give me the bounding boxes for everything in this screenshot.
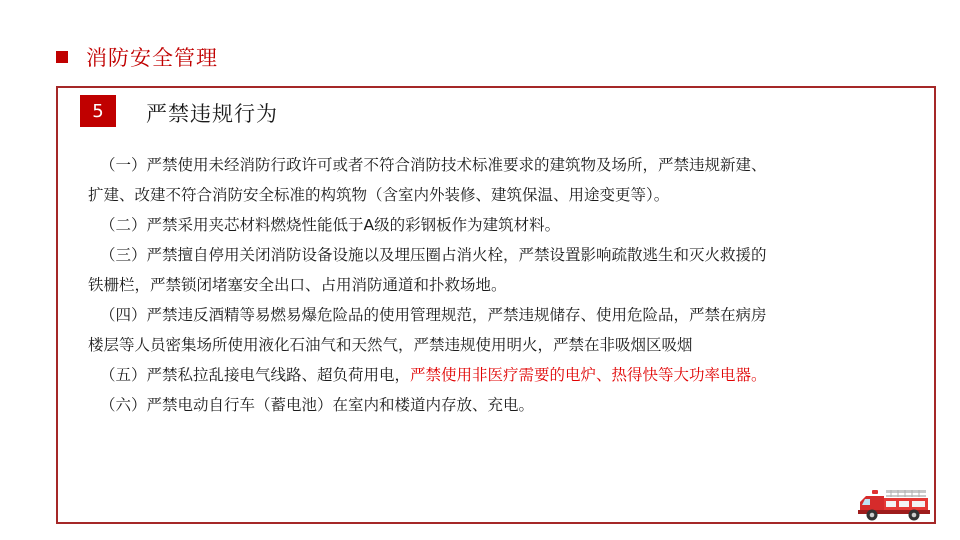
- section-title: 严禁违规行为: [146, 102, 278, 126]
- list-item: [100, 240, 912, 270]
- list-item: [100, 210, 912, 240]
- fire-truck-icon: [856, 484, 932, 522]
- page-title: 消防安全管理: [86, 46, 218, 70]
- list-item-continuation: [88, 330, 912, 360]
- section-number-badge: 5: [80, 95, 116, 127]
- page-header: [56, 42, 218, 72]
- list-item: [100, 390, 912, 420]
- list-item-text: （五）严禁私拉乱接电气线路、超负荷用电，: [100, 366, 411, 384]
- header-square-icon: [56, 51, 68, 63]
- list-item-text: （二）严禁采用夹芯材料燃烧性能低于A级的彩钢板作为建筑材料。: [100, 216, 561, 234]
- list-item-text: （六）严禁电动自行车（蓄电池）在室内和楼道内存放、充电。: [100, 396, 535, 414]
- list-item-continuation: [88, 270, 912, 300]
- list-item: [100, 360, 912, 390]
- list-item-continuation: [88, 180, 912, 210]
- list-item-text: （四）严禁违反酒精等易燃易爆危险品的使用管理规范，严禁违规储存、使用危险品，严禁在病房: [100, 306, 767, 324]
- list-item-highlight: 严禁使用非医疗需要的电炉、热得快等大功率电器。: [410, 366, 767, 384]
- list-item: [100, 150, 912, 180]
- list-item-text: 扩建、改建不符合消防安全标准的构筑物（含室内外装修、建筑保温、用途变更等）。: [88, 186, 670, 204]
- list-item-text: 铁栅栏，严禁锁闭堵塞安全出口、占用消防通道和扑救场地。: [88, 276, 507, 294]
- list-item-text: 楼层等人员密集场所使用液化石油气和天然气，严禁违规使用明火，严禁在非吸烟区吸烟: [88, 336, 693, 354]
- list-item-text: （三）严禁擅自停用关闭消防设备设施以及埋压圈占消火栓，严禁设置影响疏散逃生和灭火救援的: [100, 246, 767, 264]
- list-item-text: （一）严禁使用未经消防行政许可或者不符合消防技术标准要求的建筑物及场所，严禁违规新建、: [100, 156, 767, 174]
- list-item: [100, 300, 912, 330]
- rules-list: [88, 150, 912, 420]
